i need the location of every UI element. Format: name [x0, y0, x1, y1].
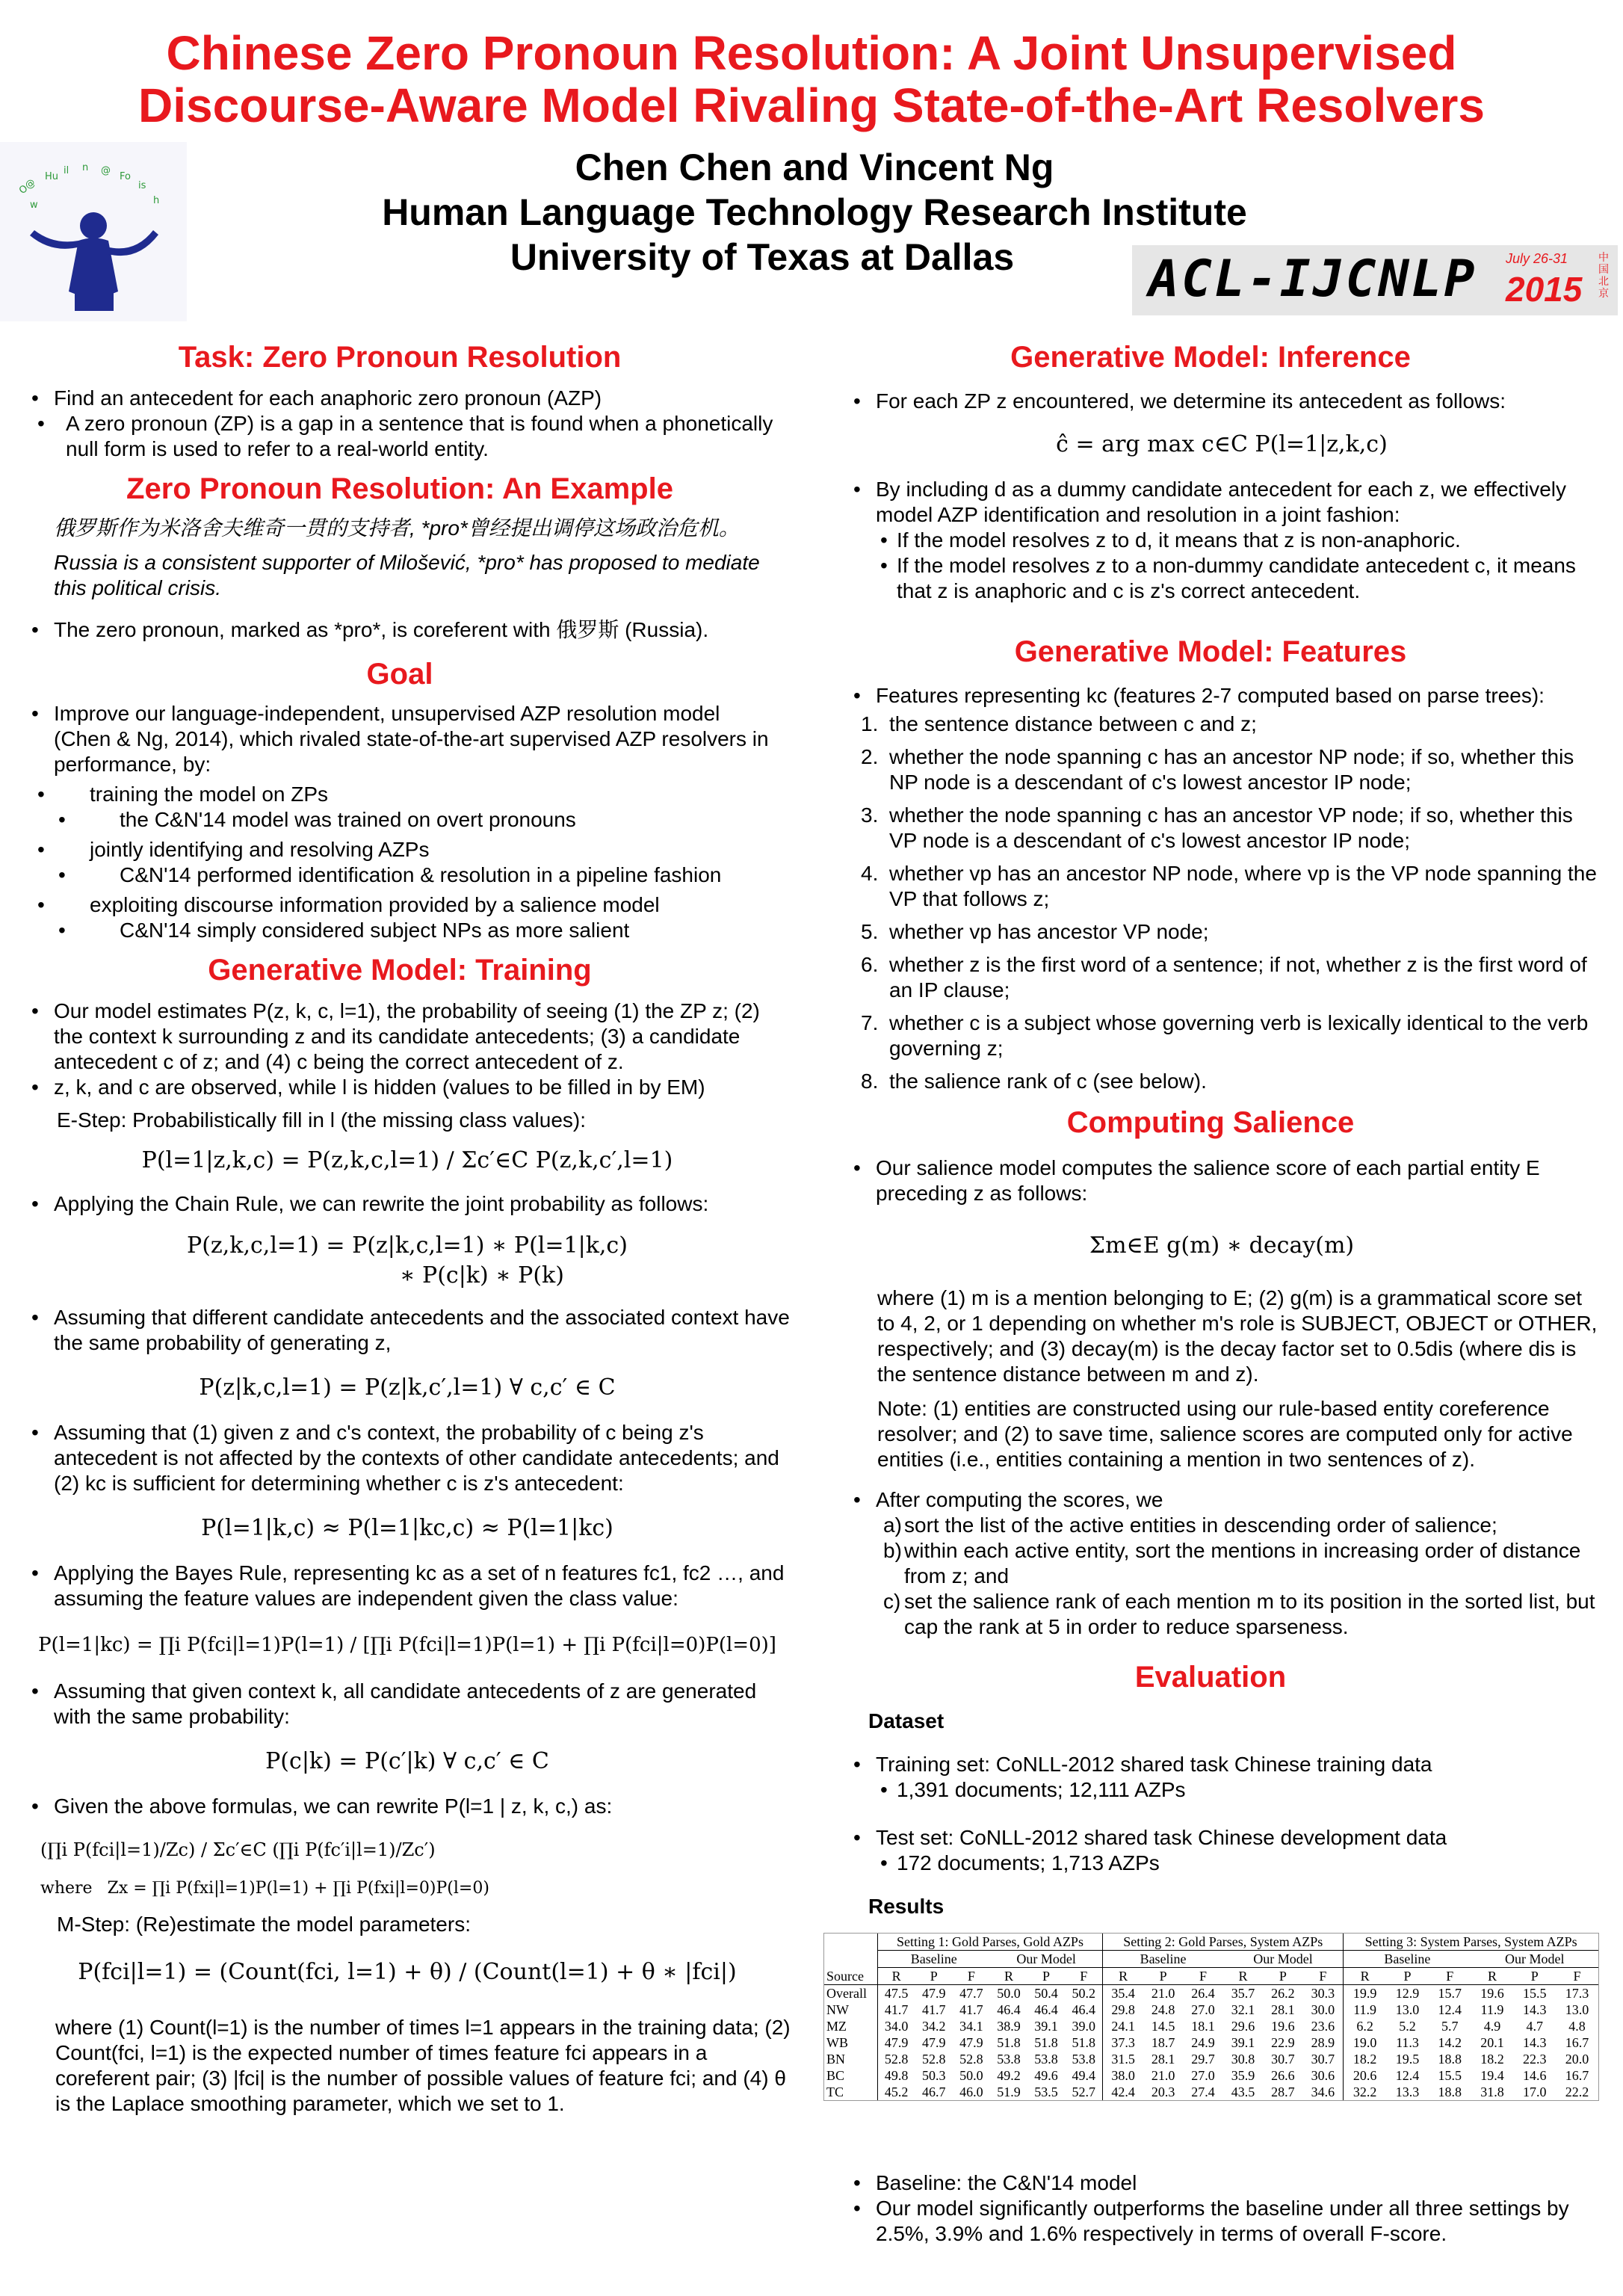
- task-heading: Task: Zero Pronoun Resolution: [178, 341, 622, 374]
- table-cell: 29.7: [1191, 2052, 1215, 2067]
- table-cell: 41.7: [877, 2002, 915, 2018]
- test-set-detail: • 172 documents; 1,713 AZPs: [844, 1851, 1599, 1876]
- table-cell: 47.9: [877, 2034, 915, 2051]
- table-cell: 19.6: [1271, 2019, 1295, 2034]
- table-cell: 46.0: [959, 2084, 983, 2099]
- table-cell: 18.7: [1151, 2035, 1175, 2050]
- table-cell: 15.7: [1438, 1986, 1462, 2001]
- table-cell: 28.7: [1271, 2084, 1295, 2099]
- table-cell: 13.0: [1395, 2002, 1420, 2017]
- table-cell: 4.7: [1526, 2019, 1543, 2034]
- training-bullet-4: • Assuming that (1) given z and c's context, the probability of c being z's antecedent is not affected by the contexts of other candidate antecedents; and (2) kc is sufficient for determining whether c is z's antecedent:: [22, 1420, 792, 1496]
- mstep-label: M-Step: (Re)estimate the model parameters:: [57, 1913, 471, 1936]
- table-cell: 50.0: [997, 1986, 1021, 2001]
- table-cell: 27.4: [1191, 2084, 1215, 2099]
- table-cell: 47.5: [877, 1985, 915, 2002]
- table-cell: 52.8: [959, 2052, 983, 2067]
- table-cell: 38.0: [1103, 2067, 1143, 2084]
- inference-heading: Generative Model: Inference: [1010, 341, 1411, 374]
- task-bullet: • Find an antecedent for each anaphoric zero pronoun (AZP): [22, 386, 792, 411]
- table-cell: 20.3: [1151, 2084, 1175, 2099]
- table-cell: 26.2: [1271, 1986, 1295, 2001]
- table-cell: 5.2: [1399, 2019, 1416, 2034]
- poster-title-line-2: Discourse-Aware Model Rivaling State-of-the-Art Resolvers: [138, 78, 1485, 132]
- feature-item: 1. the sentence distance between c and z;: [861, 712, 1257, 735]
- svg-text:O@: O@: [16, 176, 38, 197]
- example-chinese: 俄罗斯作为米洛舍夫维奇一贯的支持者, *pro*曾经提出调停这场政治危机。: [54, 516, 740, 540]
- table-cell: 24.8: [1151, 2002, 1175, 2017]
- table-cell: 4.8: [1568, 2019, 1586, 2034]
- table-cell: 41.7: [922, 2002, 946, 2017]
- table-cell: 27.0: [1191, 2002, 1215, 2017]
- table-cell: 39.1: [1231, 2035, 1255, 2050]
- table-cell: 20.1: [1480, 2035, 1504, 2050]
- goal-sub-1: • training the model on ZPs: [22, 782, 770, 807]
- table-cell: 19.9: [1344, 1985, 1386, 2002]
- table-cell: 26.6: [1271, 2068, 1295, 2083]
- metric-header: R: [1487, 1969, 1497, 1984]
- metric-header: F: [1199, 1969, 1208, 1984]
- table-cell: 21.0: [1151, 1986, 1175, 2001]
- table-cell: 5.7: [1441, 2019, 1459, 2034]
- features-heading: Generative Model: Features: [1014, 635, 1407, 668]
- table-cell: 47.9: [922, 2035, 946, 2050]
- table-cell: 14.5: [1151, 2019, 1175, 2034]
- dataset-label: Dataset: [868, 1709, 945, 1732]
- metric-header: P: [1042, 1969, 1051, 1984]
- table-cell: 32.2: [1344, 2084, 1386, 2100]
- table-cell: 34.0: [877, 2018, 915, 2034]
- row-source: BN: [826, 2052, 846, 2067]
- training-bullet-7: • Given the above formulas, we can rewrite P(l=1 | z, k, c,) as:: [22, 1794, 792, 1819]
- table-row: [824, 2067, 1598, 2084]
- model-header: Baseline: [877, 1951, 990, 1968]
- metric-header: R: [1238, 1969, 1248, 1984]
- university: University of Texas at Dallas: [510, 236, 1015, 278]
- table-cell: 49.4: [1072, 2068, 1095, 2083]
- setting-2-header: Setting 2: Gold Parses, System AZPs: [1103, 1934, 1344, 1951]
- svg-text:Hu: Hu: [45, 171, 59, 182]
- table-cell: 37.3: [1103, 2034, 1143, 2051]
- poster-title-line-1: Chinese Zero Pronoun Resolution: A Joint Unsupervised: [166, 26, 1457, 80]
- table-cell: 46.7: [922, 2084, 946, 2099]
- inference-bullet-1: • For each ZP z encountered, we determine its antecedent as follows:: [844, 389, 1599, 414]
- table-cell: 47.9: [922, 1986, 946, 2001]
- table-cell: 30.3: [1311, 1986, 1335, 2001]
- model-header: Our Model: [1223, 1951, 1344, 1968]
- row-source: MZ: [826, 2019, 847, 2034]
- feature-item: 5. whether vp has ancestor VP node;: [861, 920, 1209, 943]
- salience-step-b: b) within each active entity, sort the mentions in increasing order of distance from z; and: [883, 1539, 1581, 1587]
- table-cell: 45.2: [877, 2084, 915, 2100]
- table-cell: 11.3: [1396, 2035, 1419, 2050]
- table-cell: 19.4: [1480, 2068, 1504, 2083]
- goal-sub-1a: • the C&N'14 model was trained on overt pronouns: [22, 807, 770, 833]
- table-cell: 50.4: [1034, 1986, 1058, 2001]
- table-cell: 51.8: [997, 2035, 1021, 2050]
- table-cell: 18.8: [1438, 2052, 1462, 2067]
- equation-2a: P(z,k,c,l=1) = P(z|k,c,l=1) ∗ P(l=1|k,c): [187, 1232, 628, 1259]
- training-bullet-2: • Applying the Chain Rule, we can rewrite the joint probability as follows:: [22, 1191, 792, 1217]
- metric-header: R: [1103, 1968, 1143, 1985]
- svg-text:h: h: [153, 195, 160, 206]
- example-heading: Zero Pronoun Resolution: An Example: [126, 472, 673, 505]
- table-cell: 49.2: [997, 2068, 1021, 2083]
- equation-4: P(l=1|k,c) ≈ P(l=1|kc,c) ≈ P(l=1|kc): [201, 1515, 613, 1541]
- table-row: [824, 2018, 1598, 2034]
- table-cell: 35.4: [1103, 1985, 1143, 2002]
- table-cell: 30.6: [1311, 2068, 1335, 2083]
- table-cell: 24.9: [1191, 2035, 1215, 2050]
- metric-header: P: [1159, 1969, 1167, 1984]
- svg-text:n: n: [82, 162, 89, 173]
- model-header: Baseline: [1103, 1951, 1223, 1968]
- table-cell: 51.8: [1072, 2035, 1095, 2050]
- metric-header: P: [930, 1969, 938, 1984]
- table-cell: 53.5: [1034, 2084, 1058, 2099]
- hltri-logo-illustration: [0, 142, 187, 321]
- table-cell: 34.2: [922, 2019, 946, 2034]
- table-cell: 51.9: [997, 2084, 1021, 2099]
- metric-header: F: [967, 1969, 975, 1984]
- table-cell: 34.1: [959, 2019, 983, 2034]
- table-cell: 51.8: [1034, 2035, 1058, 2050]
- model-header: Our Model: [990, 1951, 1103, 1968]
- table-cell: 18.2: [1480, 2052, 1504, 2067]
- equation-7-where: where: [40, 1879, 93, 1898]
- table-cell: 29.8: [1103, 2002, 1143, 2018]
- training-bullet-3: • Assuming that different candidate antecedents and the associated context have the same probability of generating z,: [22, 1305, 792, 1356]
- table-cell: 32.1: [1231, 2002, 1255, 2017]
- setting-3-header: Setting 3: System Parses, System AZPs: [1344, 1934, 1598, 1951]
- feature-item: 2. whether the node spanning c has an ancestor NP node; if so, whether this NP node is a descendant of c's lowest ancestor IP node;: [861, 745, 1574, 794]
- table-cell: 52.8: [877, 2051, 915, 2067]
- table-cell: 30.7: [1311, 2052, 1335, 2067]
- table-cell: 17.3: [1565, 1986, 1589, 2001]
- table-cell: 15.5: [1522, 1986, 1547, 2001]
- table-cell: 28.9: [1311, 2035, 1335, 2050]
- setting-1-header: Setting 1: Gold Parses, Gold AZPs: [877, 1934, 1103, 1951]
- table-cell: 12.4: [1395, 2068, 1420, 2083]
- table-cell: 52.7: [1072, 2084, 1095, 2099]
- table-cell: 30.8: [1231, 2052, 1255, 2067]
- table-row: [824, 2034, 1598, 2051]
- table-cell: 53.8: [1034, 2052, 1058, 2067]
- table-cell: 49.8: [877, 2067, 915, 2084]
- training-heading: Generative Model: Training: [208, 954, 592, 987]
- table-cell: 13.0: [1565, 2002, 1589, 2017]
- feature-item: 6. whether z is the first word of a sentence; if not, whether z is the first word of an IP clause;: [861, 953, 1587, 1002]
- salience-step-a: a) sort the list of the active entities in descending order of salience;: [883, 1513, 1497, 1537]
- row-source: NW: [826, 2002, 849, 2017]
- table-cell: 34.6: [1311, 2084, 1335, 2099]
- table-cell: 50.0: [959, 2068, 983, 2083]
- conclusion: • Our model significantly outperforms the baseline under all three settings by 2.5%, 3.9% and 1.6% respectively in terms of overall F-score.: [844, 2196, 1599, 2247]
- table-cell: 11.9: [1344, 2002, 1386, 2018]
- salience-note: Note: (1) entities are constructed using our rule-based entity coreference resolver; and (2) to save time, salience scores are computed only for active entities (i.e., entities containing a mention in two sentences of z).: [877, 1397, 1573, 1471]
- table-cell: 22.3: [1522, 2052, 1547, 2067]
- metric-header: P: [1530, 1969, 1539, 1984]
- table-cell: 6.2: [1344, 2018, 1386, 2034]
- inference-equation: ĉ = arg max c∈C P(l=1|z,k,c): [1056, 431, 1388, 457]
- metric-header: F: [1319, 1969, 1327, 1984]
- equation-3: P(z|k,c,l=1) = P(z|k,c′,l=1) ∀ c,c′ ∈ C: [199, 1374, 616, 1401]
- salience-equation: Σm∈E g(m) ∗ decay(m): [1089, 1232, 1355, 1259]
- logo-cn: 中国北京: [1598, 251, 1609, 299]
- table-row: [824, 2002, 1598, 2018]
- example-note: • The zero pronoun, marked as *pro*, is coreferent with 俄罗斯 (Russia).: [22, 617, 792, 643]
- table-cell: 30.0: [1311, 2002, 1335, 2017]
- salience-step-c: c) set the salience rank of each mention m to its position in the sorted list, but cap the rank at 5 in order to reduce sparseness.: [883, 1590, 1595, 1638]
- inference-bullet-2: • By including d as a dummy candidate antecedent for each z, we effectively model AZP identification and resolution in a joint fashion:: [844, 477, 1599, 528]
- table-row: [824, 1985, 1598, 2002]
- metric-header: R: [877, 1968, 915, 1985]
- table-cell: 19.6: [1480, 1986, 1504, 2001]
- table-cell: 29.6: [1231, 2019, 1255, 2034]
- svg-text:Fo: Fo: [120, 171, 131, 182]
- training-bullet-1: • Our model estimates P(z, k, c, l=1), the probability of seeing (1) the ZP z; (2) the context k surrounding z and its candidate antecedents; (3) a candidate antecedent c of z; and (4) c being the correct antecedent of z.: [22, 999, 792, 1075]
- logo-date: July 26-31: [1506, 251, 1568, 266]
- metric-header: P: [1279, 1969, 1287, 1984]
- table-cell: 47.7: [959, 1986, 983, 2001]
- table-cell: 35.9: [1231, 2068, 1255, 2083]
- equation-5: P(l=1|kc) = ∏i P(fci|l=1)P(l=1) / [∏i P(fci|l=1)P(l=1) + ∏i P(fci|l=0)P(l=0)]: [38, 1634, 776, 1656]
- table-cell: 16.7: [1565, 2068, 1589, 2083]
- table-cell: 11.9: [1480, 2002, 1504, 2017]
- results-table: [823, 1933, 1599, 2101]
- row-source: Overall: [826, 1986, 867, 2001]
- inference-sub-b: • If the model resolves z to a non-dummy candidate antecedent c, it means that z is anaphoric and c is z's correct antecedent.: [844, 553, 1599, 604]
- features-intro: • Features representing kc (features 2-7 computed based on parse trees):: [844, 683, 1599, 709]
- svg-text:il: il: [64, 165, 69, 176]
- table-cell: 19.5: [1395, 2052, 1420, 2067]
- salience-bullet-2: • After computing the scores, we: [844, 1487, 1599, 1513]
- table-cell: 39.0: [1072, 2019, 1095, 2034]
- table-cell: 39.1: [1034, 2019, 1058, 2034]
- salience-bullet-1: • Our salience model computes the salience score of each partial entity E preceding z as follows:: [844, 1155, 1599, 1206]
- task-subbullet: • A zero pronoun (ZP) is a gap in a sentence that is found when a phonetically null form is used to refer to a real-world entity.: [22, 411, 792, 462]
- logo-text: ACL-IJCNLP: [1149, 250, 1477, 309]
- table-cell: 43.5: [1231, 2084, 1255, 2099]
- goal-heading: Goal: [366, 658, 433, 691]
- table-cell: 12.4: [1438, 2002, 1462, 2017]
- goal-sub-2a: • C&N'14 performed identification & resolution in a pipeline fashion: [22, 862, 770, 888]
- equation-7b: Zx = ∏i P(fxi|l=1)P(l=1) + ∏i P(fxi|l=0)P(l=0): [107, 1879, 489, 1898]
- table-cell: 21.0: [1151, 2068, 1175, 2083]
- table-cell: 19.0: [1344, 2034, 1386, 2051]
- source-header: Source: [826, 1968, 864, 1984]
- table-cell: 4.9: [1483, 2019, 1501, 2034]
- table-cell: 28.1: [1271, 2002, 1295, 2017]
- metric-header: R: [1344, 1968, 1386, 1985]
- salience-explanation: where (1) m is a mention belonging to E; (2) g(m) is a grammatical score set to 4, 2, or 1 depending on whether m's role is SUBJECT, OBJECT or OTHER, respectively; and (3) decay(m) is the decay factor set to 0.5dis (where dis is the sentence distance between m and z).: [877, 1286, 1598, 1386]
- goal-sub-3: • exploiting discourse information provided by a salience model: [22, 892, 770, 918]
- row-source: WB: [826, 2035, 848, 2050]
- table-cell: 18.1: [1191, 2019, 1215, 2034]
- table-cell: 15.5: [1438, 2068, 1462, 2083]
- training-bullet-6: • Assuming that given context k, all candidate antecedents of z are generated with the same probability:: [22, 1679, 792, 1729]
- feature-item: 3. whether the node spanning c has an ancestor VP node; if so, whether this VP node is a descendant of c's lowest ancestor IP node;: [861, 803, 1573, 852]
- model-header: Our Model: [1471, 1951, 1598, 1968]
- table-cell: 53.8: [1072, 2052, 1095, 2067]
- goal-bullet: • Improve our language-independent, unsupervised AZP resolution model (Chen & Ng, 2014), which rivaled state-of-the-art supervised AZP resolvers in performance, by:: [22, 701, 770, 777]
- table-cell: 46.4: [997, 2002, 1021, 2017]
- train-set: • Training set: CoNLL-2012 shared task Chinese training data: [844, 1752, 1599, 1777]
- table-cell: 22.2: [1565, 2084, 1589, 2099]
- table-cell: 23.6: [1311, 2019, 1335, 2034]
- table-cell: 31.8: [1480, 2084, 1504, 2099]
- table-cell: 46.4: [1072, 2002, 1095, 2017]
- row-source: BC: [826, 2068, 845, 2083]
- table-cell: 24.1: [1103, 2018, 1143, 2034]
- model-header: Baseline: [1344, 1951, 1471, 1968]
- table-cell: 12.9: [1395, 1986, 1420, 2001]
- table-cell: 14.3: [1522, 2002, 1547, 2017]
- table-cell: 14.2: [1438, 2035, 1462, 2050]
- test-set: • Test set: CoNLL-2012 shared task Chinese development data: [844, 1825, 1599, 1851]
- baseline-note: • Baseline: the C&N'14 model: [844, 2170, 1599, 2196]
- svg-text:w: w: [30, 200, 38, 211]
- feature-item: 4. whether vp has an ancestor NP node, where vp is the VP node spanning the VP that follows z;: [861, 862, 1597, 910]
- metric-header: F: [1080, 1969, 1088, 1984]
- equation-1: P(l=1|z,k,c) = P(z,k,c,l=1) / Σc′∈C P(z,k,c′,l=1): [141, 1147, 673, 1173]
- training-final-note: where (1) Count(l=1) is the number of times l=1 appears in the training data; (2) Count(fci, l=1) is the expected number of times feature fci appears in a coreferent pair; (3) |fci| is the number of possible values of feature fci; and (4) θ is the Laplace smoothing parameter, which we set to 1.: [55, 2016, 791, 2115]
- table-cell: 17.0: [1522, 2084, 1547, 2099]
- salience-heading: Computing Salience: [1066, 1106, 1355, 1139]
- goal-sub-2: • jointly identifying and resolving AZPs: [22, 837, 770, 862]
- table-cell: 14.3: [1522, 2035, 1547, 2050]
- equation-6: P(c|k) = P(c′|k) ∀ c,c′ ∈ C: [265, 1748, 549, 1774]
- example-english: Russia is a consistent supporter of Milošević, *pro* has proposed to mediate this political crisis.: [54, 551, 760, 599]
- table-cell: 42.4: [1103, 2084, 1143, 2100]
- table-cell: 16.7: [1565, 2035, 1589, 2050]
- svg-text:@: @: [101, 165, 111, 176]
- table-cell: 14.6: [1522, 2068, 1547, 2083]
- table-cell: 27.0: [1191, 2068, 1215, 2083]
- table-row: [824, 2051, 1598, 2067]
- evaluation-heading: Evaluation: [1134, 1661, 1287, 1694]
- feature-item: 7. whether c is a subject whose governing verb is lexically identical to the verb governing z;: [861, 1011, 1589, 1060]
- table-cell: 31.5: [1103, 2051, 1143, 2067]
- training-bullet-5: • Applying the Bayes Rule, representing kc as a set of n features fc1, fc2 …, and assuming the feature values are independent given the class value:: [22, 1561, 792, 1611]
- table-cell: 26.4: [1191, 1986, 1215, 2001]
- table-cell: 30.7: [1271, 2052, 1295, 2067]
- metric-header: R: [1004, 1969, 1013, 1984]
- table-cell: 41.7: [959, 2002, 983, 2017]
- institute: Human Language Technology Research Institute: [382, 191, 1247, 233]
- table-cell: 20.6: [1344, 2067, 1386, 2084]
- estep-label: E-Step: Probabilistically fill in l (the missing class values):: [57, 1108, 587, 1132]
- equation-7: (∏i P(fci|l=1)/Zc) / Σc′∈C (∏i P(fc′i|l=1)/Zc′): [40, 1839, 436, 1860]
- equation-8: P(fci|l=1) = (Count(fci, l=1) + θ) / (Count(l=1) + θ ∗ |fci|): [78, 1959, 737, 1985]
- authors: Chen Chen and Vincent Ng: [575, 146, 1054, 188]
- metric-header: F: [1446, 1969, 1454, 1984]
- table-cell: 50.2: [1072, 1986, 1095, 2001]
- table-cell: 52.8: [922, 2052, 946, 2067]
- table-cell: 50.3: [922, 2068, 946, 2083]
- row-source: TC: [826, 2084, 844, 2099]
- results-label: Results: [868, 1895, 945, 1918]
- table-cell: 22.9: [1271, 2035, 1295, 2050]
- equation-2b: ∗ P(c|k) ∗ P(k): [400, 1262, 564, 1289]
- acl-ijcnlp-logo: [1132, 245, 1618, 315]
- feature-item: 8. the salience rank of c (see below).: [861, 1070, 1207, 1093]
- training-bullet-1a: • z, k, and c are observed, while l is hidden (values to be filled in by EM): [22, 1075, 792, 1100]
- table-cell: 49.6: [1034, 2068, 1058, 2083]
- table-cell: 13.3: [1395, 2084, 1420, 2099]
- table-cell: 47.9: [959, 2035, 983, 2050]
- table-cell: 28.1: [1151, 2052, 1175, 2067]
- goal-sub-3a: • C&N'14 simply considered subject NPs as more salient: [22, 918, 770, 943]
- table-cell: 18.8: [1438, 2084, 1462, 2099]
- table-cell: 38.9: [997, 2019, 1021, 2034]
- svg-text:is: is: [138, 180, 146, 191]
- table-cell: 53.8: [997, 2052, 1021, 2067]
- inference-sub-a: • If the model resolves z to d, it means that z is non-anaphoric.: [844, 528, 1599, 553]
- table-cell: 46.4: [1034, 2002, 1058, 2017]
- table-row: [824, 2084, 1598, 2100]
- table-cell: 18.2: [1344, 2051, 1386, 2067]
- train-set-detail: • 1,391 documents; 12,111 AZPs: [844, 1777, 1599, 1803]
- metric-header: F: [1573, 1969, 1581, 1984]
- metric-header: P: [1403, 1969, 1412, 1984]
- table-cell: 20.0: [1565, 2052, 1589, 2067]
- logo-year: 2015: [1506, 270, 1583, 309]
- table-cell: 35.7: [1231, 1986, 1255, 2001]
